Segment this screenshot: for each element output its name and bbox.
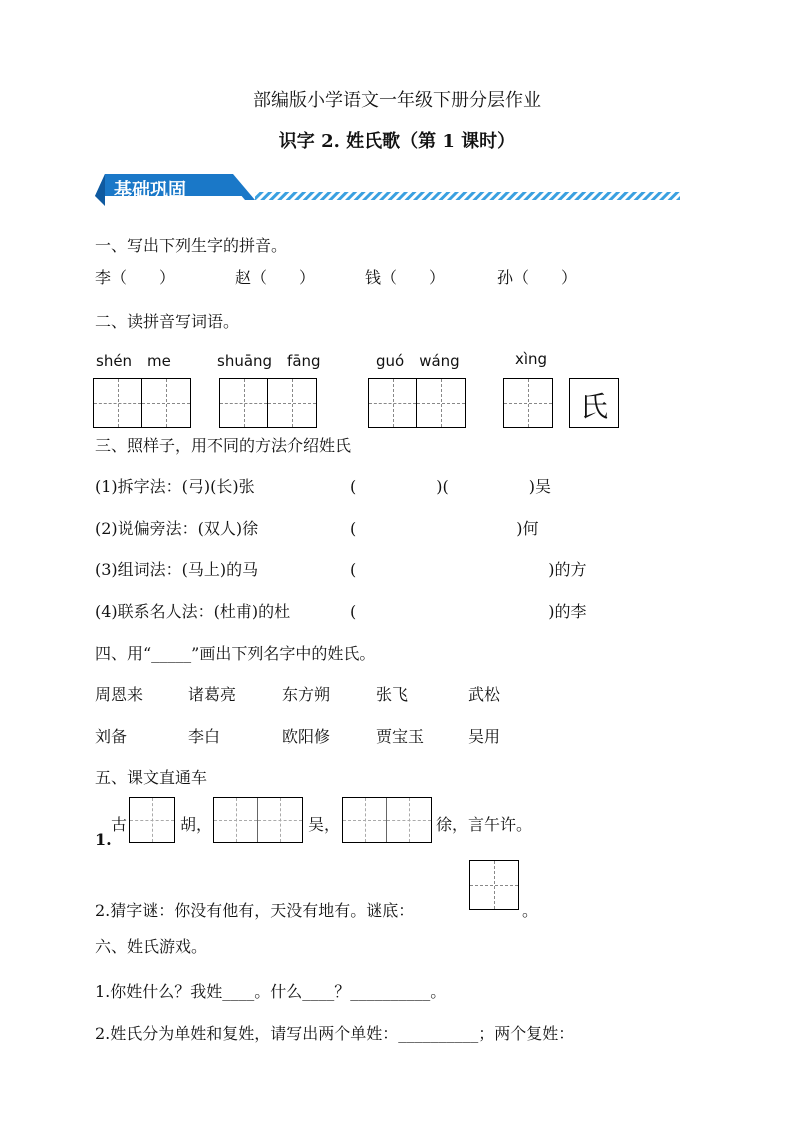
q3-example-4: (4)联系名人法：(杜甫)的杜 bbox=[95, 602, 291, 621]
q4-heading: 四、用“_____”画出下列名字中的姓氏。 bbox=[95, 644, 376, 663]
q3-example-1: (1)拆字法：(弓)(长)张 bbox=[95, 477, 255, 496]
q5-riddle-end: 。 bbox=[522, 901, 539, 920]
q6-heading: 六、姓氏游戏。 bbox=[95, 937, 208, 956]
q6-line-2[interactable]: 2.姓氏分为单姓和复姓，请写出两个单姓：__________；两个复姓： bbox=[95, 1024, 575, 1043]
q3-example-3: (3)组词法：(马上)的马 bbox=[95, 560, 259, 579]
section-banner-label: 基础巩固 bbox=[114, 180, 186, 201]
q1-item-li: 李（ ） bbox=[95, 268, 176, 287]
pinyin-guowang: guó wáng bbox=[376, 352, 460, 370]
q5-text-xu: 徐，言午许。 bbox=[436, 815, 533, 834]
writing-grid-shuangfang[interactable] bbox=[219, 378, 317, 428]
q1-item-zhao: 赵（ ） bbox=[235, 268, 316, 287]
pinyin-xing: xìng bbox=[515, 350, 548, 368]
name-item[interactable]: 刘备 bbox=[95, 727, 128, 746]
q5-heading: 五、课文直通车 bbox=[95, 768, 208, 787]
q2-heading: 二、读拼音写词语。 bbox=[95, 312, 240, 331]
q5-text-gu: 古 bbox=[111, 815, 128, 834]
writing-grid-shenme[interactable] bbox=[93, 378, 191, 428]
q3-blank-4[interactable]: ( )的李 bbox=[350, 602, 587, 621]
q5-text-hu: 胡， bbox=[180, 815, 213, 834]
q1-heading: 一、写出下列生字的拼音。 bbox=[95, 236, 288, 255]
writing-grid-q5-2[interactable] bbox=[213, 797, 303, 843]
name-item[interactable]: 周恩来 bbox=[95, 685, 144, 704]
q5-riddle: 2.猜字谜：你没有他有，天没有地有。谜底： bbox=[95, 901, 415, 920]
document-title: 部编版小学语文一年级下册分层作业 bbox=[253, 90, 541, 111]
writing-grid-xing[interactable] bbox=[503, 378, 553, 428]
name-item[interactable]: 吴用 bbox=[468, 727, 501, 746]
q3-blank-1[interactable]: ( )( )吴 bbox=[350, 477, 551, 496]
name-item[interactable]: 李白 bbox=[188, 727, 221, 746]
given-char-box bbox=[569, 378, 619, 428]
name-item[interactable]: 贾宝玉 bbox=[376, 727, 425, 746]
writing-grid-q5-3[interactable] bbox=[342, 797, 432, 843]
q3-heading: 三、照样子，用不同的方法介绍姓氏 bbox=[95, 436, 352, 455]
lesson-subtitle: 识字 2. 姓氏歌（第 1 课时） bbox=[278, 131, 516, 152]
name-item[interactable]: 诸葛亮 bbox=[188, 685, 237, 704]
name-item[interactable]: 张飞 bbox=[376, 685, 409, 704]
pinyin-shenme: shén me bbox=[96, 352, 171, 370]
given-char: 氏 bbox=[579, 390, 608, 423]
q6-line-1[interactable]: 1.你姓什么？我姓____。什么____？__________。 bbox=[95, 982, 447, 1001]
q3-blank-2[interactable]: ( )何 bbox=[350, 519, 539, 538]
writing-grid-q5-1[interactable] bbox=[129, 797, 175, 843]
q3-blank-3[interactable]: ( )的方 bbox=[350, 560, 587, 579]
name-item[interactable]: 武松 bbox=[468, 685, 501, 704]
writing-grid-guowang[interactable] bbox=[368, 378, 466, 428]
q1-item-sun: 孙（ ） bbox=[497, 268, 578, 287]
pinyin-shuangfang: shuāng fāng bbox=[217, 352, 321, 370]
name-item[interactable]: 东方朔 bbox=[282, 685, 331, 704]
writing-grid-riddle[interactable] bbox=[469, 860, 519, 910]
q5-item-number: 1. bbox=[95, 830, 112, 849]
name-item[interactable]: 欧阳修 bbox=[282, 727, 331, 746]
q5-text-wu: 吴， bbox=[308, 815, 341, 834]
q1-item-qian: 钱（ ） bbox=[365, 268, 446, 287]
q3-example-2: (2)说偏旁法：(双人)徐 bbox=[95, 519, 259, 538]
